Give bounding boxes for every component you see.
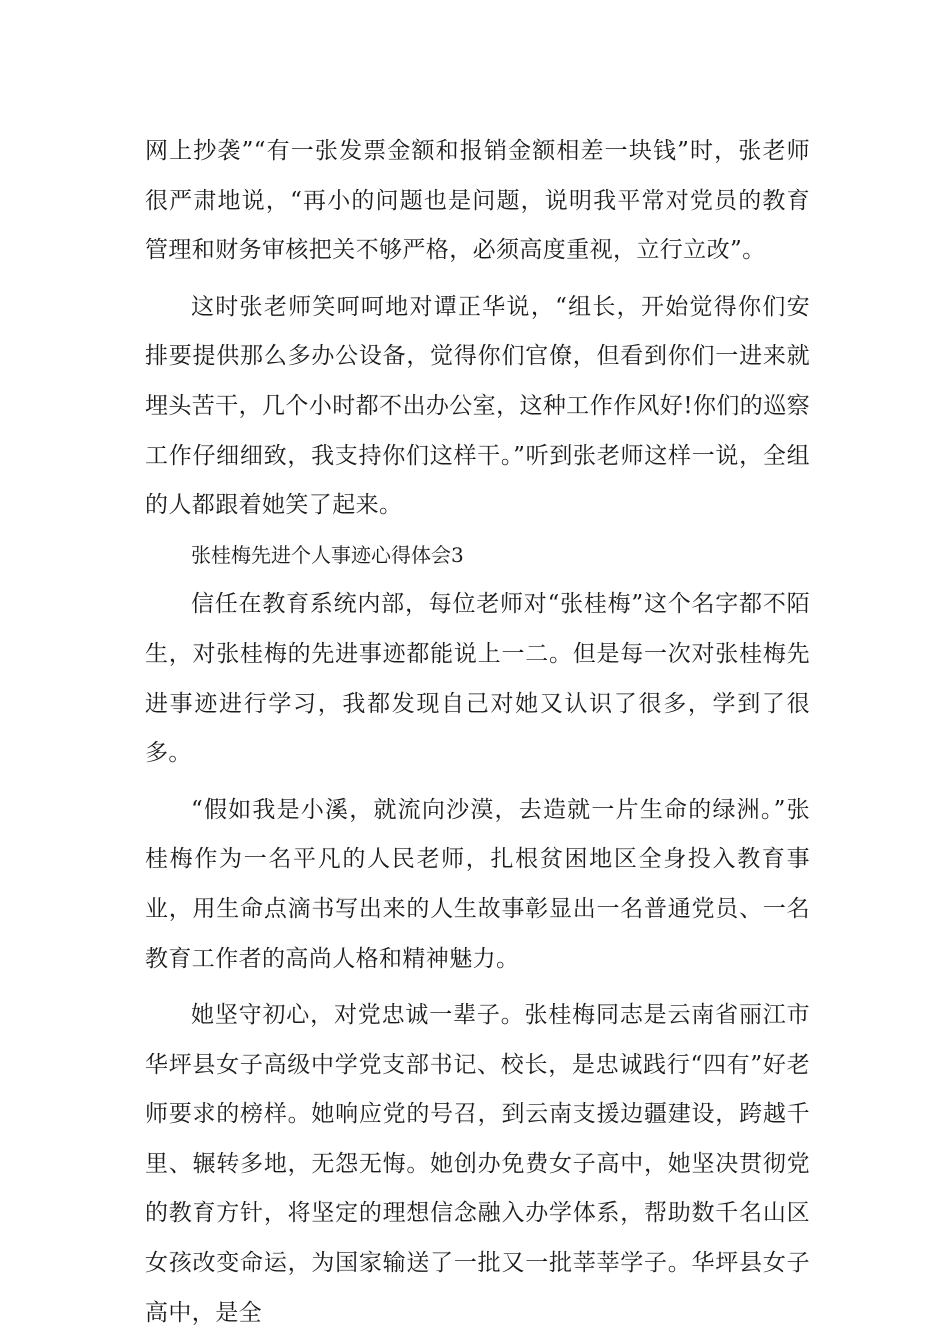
document-body xyxy=(145,127,810,1338)
paragraph-inspection-praise: 这时张老师笑呵呵地对谭正华说，“组长，开始觉得你们安排要提供那么多办公设备，觉得你们官僚，但看到你们一进来就埋头苦干，几个小时都不出办公室，这种工作作风好!你们的巡察工作仔细细致，我支持你们这样干。”听到张老师这样一说，全组的人都跟着她笑了起来。 xyxy=(145,293,810,519)
paragraph-stream-quote: “假如我是小溪，就流向沙漠，去造就一片生命的绿洲。”张桂梅作为一名平凡的人民老师，扎根贫困地区全身投入教育事业，用生命点滴书写出来的人生故事彰显出一名普通党员、一名教育工作者的高尚人格和精神魅力。 xyxy=(145,796,810,972)
paragraph-loyalty: 她坚守初心，对党忠诚一辈子。张桂梅同志是云南省丽江市华坪县女子高级中学党支部书记、校长，是忠诚践行“四有”好老师要求的榜样。她响应党的号召，到云南支援边疆建设，跨越千里、辗转多地，无怨无悔。她创办免费女子高中，她坚决贯彻党的教育方针，将坚定的理想信念融入办学体系，帮助数千名山区女孩改变命运，为国家输送了一批又一批莘莘学子。华坪县女子高中，是全 xyxy=(145,1002,810,1326)
paragraph-continuation: 网上抄袭”“有一张发票金额和报销金额相差一块钱”时，张老师很严肃地说，“再小的问题也是问题，说明我平常对党员的教育管理和财务审核把关不够严格，必须高度重视，立行立改”。 xyxy=(145,138,810,264)
section-heading: 张桂梅先进个人事迹心得体会3 xyxy=(191,542,464,567)
paragraph-trust: 信任在教育系统内部，每位老师对“张桂梅”这个名字都不陌生，对张桂梅的先进事迹都能说上一二。但是每一次对张桂梅先进事迹进行学习，我都发现自己对她又认识了很多，学到了很多。 xyxy=(145,591,810,767)
